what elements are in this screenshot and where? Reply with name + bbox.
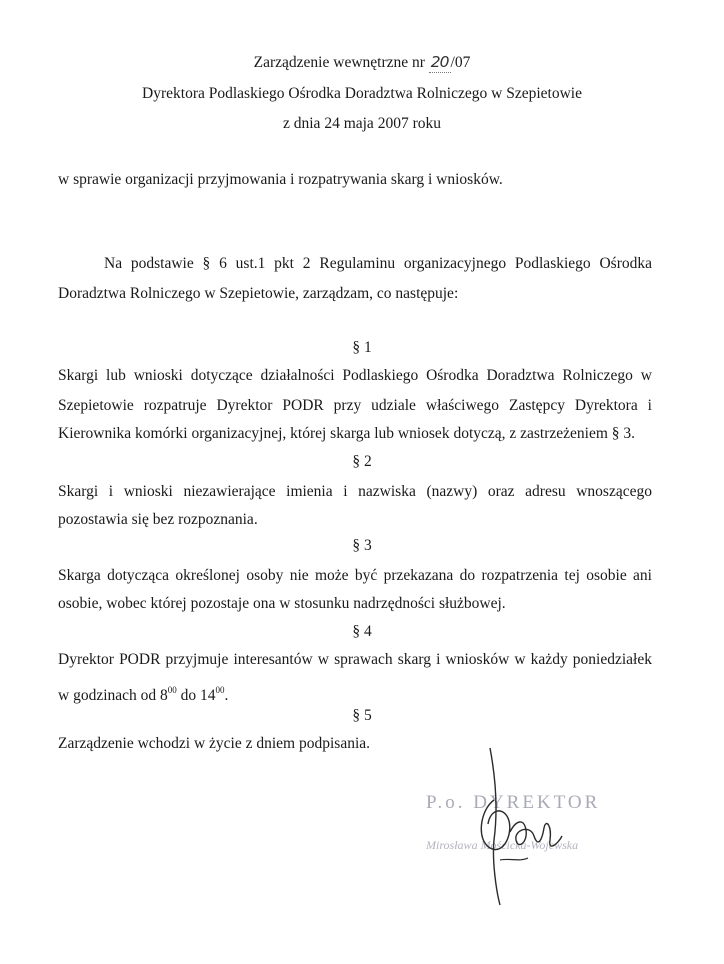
section-mark-2: § 2 [352,453,372,470]
stamp-name: Mirosława Mościcka-Wojewska [426,838,579,852]
hours-end: . [224,687,229,704]
date-line: z dnia 24 maja 2007 roku [283,115,441,132]
section-2-line-2: pozostawia się bez rozpoznania. [58,511,258,528]
section-1-line-3: Kierownika komórki organizacyjnej, której skarga lub wniosek dotyczą, z zastrzeżeniem § 3. [58,425,636,442]
section-3-line-2: osobie, wobec której pozostaje ona w stosunku nadrzędności służbowej. [58,595,506,612]
hours-prefix: w godzinach od 8 [58,687,168,704]
section-5-line-1: Zarządzenie wchodzi w życie z dniem podpisania. [58,735,371,752]
stamp-title: P.o. DYREKTOR [426,792,601,813]
section-mark-3: § 3 [352,537,372,554]
section-mark-5: § 5 [352,707,372,724]
handwritten-signature [470,740,580,910]
subject-line: w sprawie organizacji przyjmowania i rozpatrywania skarg i wniosków. [58,171,503,188]
section-2-line-1: Skargi i wnioski niezawierające imienia i nazwiska (nazwy) oraz adresu wnoszącego [58,483,652,500]
title-suffix: /07 [450,54,471,71]
hours-from-minutes: 00 [167,685,177,695]
section-1-line-2: Szepietowie rozpatruje Dyrektor PODR przy udziale właściwego Zastępcy Dyrektora i [58,397,652,414]
hours-to-minutes: 00 [215,685,225,695]
preamble-line-2: Doradztwa Rolniczego w Szepietowie, zarządzam, co następuje: [58,285,459,302]
section-4-line-1: Dyrektor PODR przyjmuje interesantów w sprawach skarg i wniosków w każdy poniedziałek [58,651,652,668]
handwritten-order-number: 20 [430,53,449,71]
title-prefix: Zarządzenie wewnętrzne nr [253,54,425,71]
section-1-line-1: Skargi lub wnioski dotyczące działalności Podlaskiego Ośrodka Doradztwa Rolniczego w [58,367,652,384]
section-mark-4: § 4 [352,623,372,640]
section-mark-1: § 1 [352,339,372,356]
hours-middle: do 14 [176,687,216,704]
preamble-line-1: Na podstawie § 6 ust.1 pkt 2 Regulaminu organizacyjnego Podlaskiego Ośrodka [104,255,652,272]
section-3-line-1: Skarga dotycząca określonej osoby nie może być przekazana do rozpatrzenia tej osobie ani [58,567,652,584]
document-title [0,52,724,73]
issuer-line: Dyrektora Podlaskiego Ośrodka Doradztwa Rolniczego w Szepietowie [142,85,582,102]
office-hours-line [58,680,228,706]
